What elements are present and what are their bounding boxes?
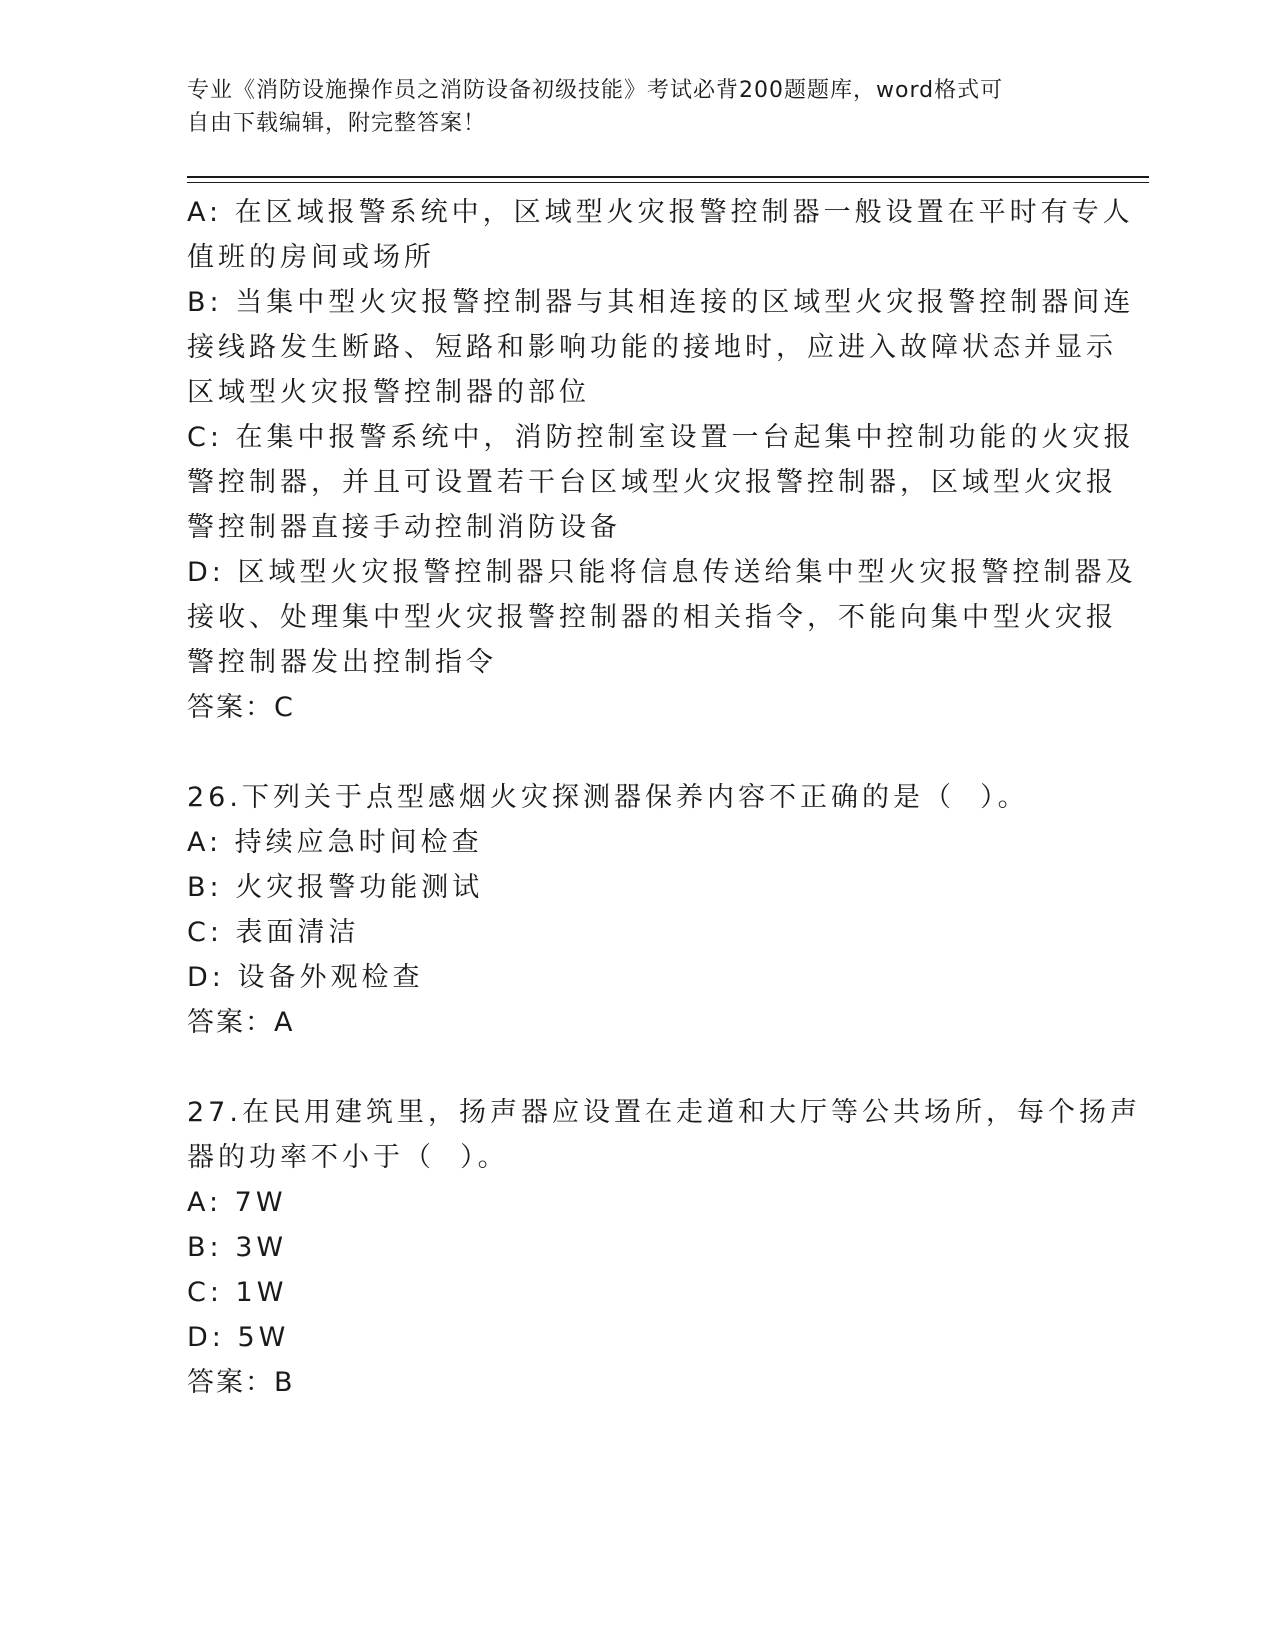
question-27-answer: 答案：B (187, 1367, 295, 1398)
question-26-option-d: D: 设备外观检查 (187, 962, 424, 993)
question-27-stem-line: 器的功率不小于（ ）。 (187, 1142, 509, 1173)
question-content (187, 190, 1141, 1405)
spacer (187, 730, 1087, 775)
option-text-line: 区域型火灾报警控制器的部位 (187, 377, 590, 408)
question-26-option-a: A: 持续应急时间检查 (187, 827, 483, 858)
prev-option-c (187, 415, 1135, 550)
option-text-line: B: 当集中型火灾报警控制器与其相连接的区域型火灾报警控制器间连 (187, 287, 1135, 318)
question-26-stem: 26.下列关于点型感烟火灾探测器保养内容不正确的是（ ）。 (187, 782, 1029, 813)
question-27 (187, 1090, 1141, 1405)
question-26-option-b: B: 火灾报警功能测试 (187, 872, 484, 903)
option-text-line: 警控制器，并且可设置若干台区域型火灾报警控制器，区域型火灾报 (187, 467, 1117, 498)
question-27-option-c: C: 1W (187, 1277, 288, 1308)
prev-option-d (187, 550, 1137, 685)
option-text-line: 警控制器发出控制指令 (187, 647, 497, 678)
header-rule-thick (187, 176, 1149, 178)
header-rule-thin (187, 182, 1149, 183)
question-27-option-b: B: 3W (187, 1232, 288, 1263)
option-text-line: C: 在集中报警系统中，消防控制室设置一台起集中控制功能的火灾报 (187, 422, 1135, 453)
question-26 (187, 775, 1087, 1045)
option-text-line: 警控制器直接手动控制消防设备 (187, 512, 621, 543)
document-header (187, 74, 1067, 140)
question-27-option-a: A: 7W (187, 1187, 287, 1218)
question-26-option-c: C: 表面清洁 (187, 917, 360, 948)
option-text-line: D: 区域型火灾报警控制器只能将信息传送给集中型火灾报警控制器及 (187, 557, 1137, 588)
prev-option-b (187, 280, 1135, 415)
prev-answer: 答案：C (187, 692, 295, 723)
prev-option-a (187, 190, 1134, 280)
prev-question (187, 190, 1137, 730)
header-line-2: 自由下载编辑，附完整答案！ (187, 111, 487, 136)
option-text-line: 接线路发生断路、短路和影响功能的接地时，应进入故障状态并显示 (187, 332, 1117, 363)
question-27-option-d: D: 5W (187, 1322, 290, 1353)
option-text-line: A: 在区域报警系统中，区域型火灾报警控制器一般设置在平时有专人 (187, 197, 1134, 228)
question-27-stem-line: 27.在民用建筑里，扬声器应设置在走道和大厅等公共场所，每个扬声 (187, 1097, 1141, 1128)
option-text-line: 接收、处理集中型火灾报警控制器的相关指令，不能向集中型火灾报 (187, 602, 1117, 633)
header-line-1: 专业《消防设施操作员之消防设备初级技能》考试必背200题题库，word格式可 (187, 78, 1004, 103)
question-26-answer: 答案：A (187, 1007, 295, 1038)
option-text-line: 值班的房间或场所 (187, 242, 435, 273)
spacer (187, 1045, 1087, 1090)
